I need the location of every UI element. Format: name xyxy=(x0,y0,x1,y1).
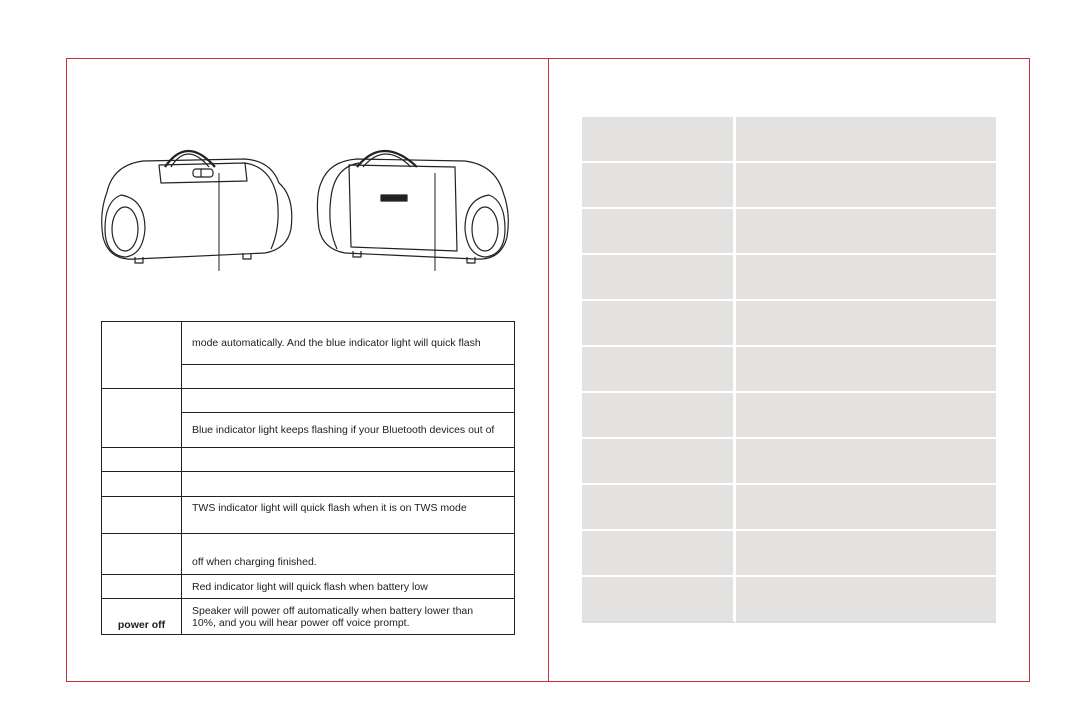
table-row xyxy=(102,575,515,599)
row-label xyxy=(102,497,182,534)
spec-key-cell xyxy=(582,531,736,577)
spec-row xyxy=(582,255,996,301)
spec-key-cell xyxy=(582,209,736,255)
spec-row xyxy=(582,347,996,393)
spec-key-cell xyxy=(582,485,736,531)
spec-row xyxy=(582,163,996,209)
spec-key-cell xyxy=(582,577,736,623)
spec-value-cell xyxy=(736,531,996,577)
spec-row xyxy=(582,209,996,255)
spec-row xyxy=(582,393,996,439)
spec-row xyxy=(582,301,996,347)
spec-key-cell xyxy=(582,255,736,301)
description-cell xyxy=(182,472,515,497)
spec-key-cell xyxy=(582,163,736,209)
spec-value-cell xyxy=(736,577,996,623)
description-cell: mode automatically. And the blue indicator light will quick flash xyxy=(182,322,515,365)
description-cell xyxy=(182,599,515,635)
spec-value-cell xyxy=(736,163,996,209)
description-cell: TWS indicator light will quick flash when it is on TWS mode xyxy=(182,497,515,534)
spec-value-cell xyxy=(736,393,996,439)
row-label xyxy=(102,575,182,599)
spec-key-cell xyxy=(582,393,736,439)
table-row xyxy=(102,497,515,534)
table-row xyxy=(102,599,515,635)
description-cell xyxy=(182,448,515,472)
table-row xyxy=(102,448,515,472)
row-label xyxy=(102,534,182,575)
spec-key-cell xyxy=(582,347,736,393)
spec-value-cell xyxy=(736,347,996,393)
spec-value-cell xyxy=(736,117,996,163)
speaker-illustrations xyxy=(95,137,525,277)
spec-row xyxy=(582,439,996,485)
speaker-front-icon xyxy=(102,151,292,263)
table-row xyxy=(102,472,515,497)
description-cell xyxy=(182,389,515,413)
spec-value-cell xyxy=(736,209,996,255)
table-row xyxy=(102,534,515,575)
spec-row xyxy=(582,485,996,531)
spec-key-cell xyxy=(582,439,736,485)
indicator-table xyxy=(101,321,515,635)
spec-row xyxy=(582,531,996,577)
row-label xyxy=(102,448,182,472)
table-row xyxy=(102,389,515,413)
spec-row xyxy=(582,577,996,623)
right-page xyxy=(548,58,1030,682)
description-cell xyxy=(182,365,515,389)
table-row xyxy=(102,322,515,365)
spec-key-cell xyxy=(582,117,736,163)
spec-row xyxy=(582,117,996,163)
description-cell: Red indicator light will quick flash when battery low xyxy=(182,575,515,599)
description-line: Speaker will power off automatically when battery lower than xyxy=(192,604,474,617)
row-label xyxy=(102,389,182,448)
row-label xyxy=(102,322,182,389)
spec-value-cell xyxy=(736,439,996,485)
description-cell: Blue indicator light keeps flashing if your Bluetooth devices out of xyxy=(182,413,515,448)
spec-table xyxy=(582,117,996,623)
row-label xyxy=(102,472,182,497)
speaker-back-icon xyxy=(317,151,508,263)
left-page xyxy=(66,58,549,682)
spec-value-cell xyxy=(736,485,996,531)
spec-key-cell xyxy=(582,301,736,347)
description-line: 10%, and you will hear power off voice prompt. xyxy=(192,616,410,629)
description-cell: off when charging finished. xyxy=(182,534,515,575)
spec-value-cell xyxy=(736,301,996,347)
row-label: power off xyxy=(102,599,182,635)
spec-value-cell xyxy=(736,255,996,301)
